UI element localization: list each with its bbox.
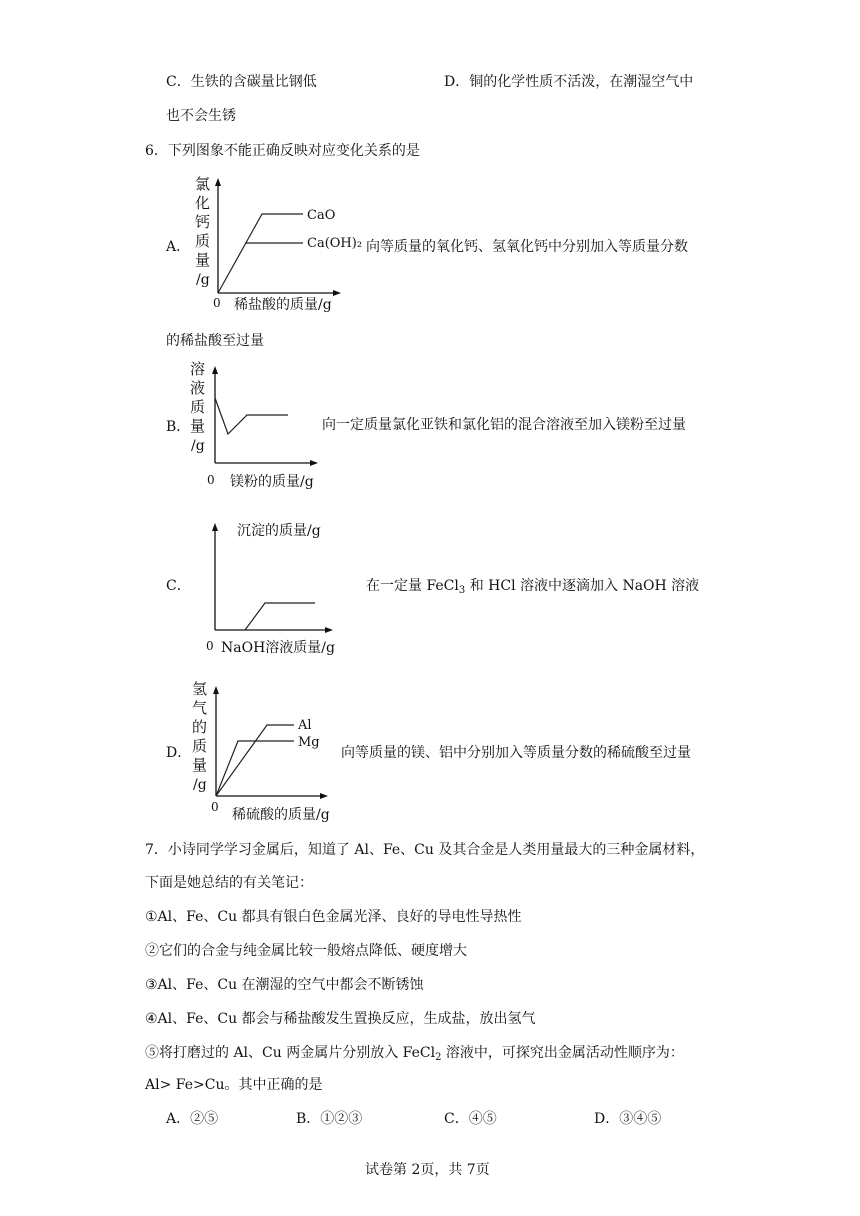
q6c-line bbox=[245, 603, 315, 630]
q6a-x-arrow bbox=[333, 290, 341, 296]
q7-item-5-continued: Al> Fe>Cu。其中正确的是 bbox=[145, 1077, 323, 1093]
q7-item-1: ①Al、Fe、Cu 都具有银白色金属光泽、良好的导电性导热性 bbox=[145, 909, 522, 925]
q6d-series-mg: Mg bbox=[298, 735, 320, 750]
q6d-origin: 0 bbox=[211, 800, 219, 814]
q6b-y-arrow bbox=[212, 366, 218, 374]
q6d-line-mg bbox=[216, 741, 294, 796]
q6d-series-al: Al bbox=[298, 718, 312, 733]
q6c-ylabel: 沉淀的质量/g bbox=[237, 523, 321, 539]
q7-option-d: D．③④⑤ bbox=[594, 1111, 662, 1127]
q6c-desc-post: 和 HCl 溶液中逐滴加入 NaOH 溶液 bbox=[465, 578, 700, 594]
q6-stem: 6．下列图象不能正确反映对应变化关系的是 bbox=[145, 143, 420, 159]
q6a-origin: 0 bbox=[213, 296, 221, 310]
q7-item-5 bbox=[145, 1044, 684, 1067]
q6a-series-cao: CaO bbox=[307, 208, 336, 223]
q6a-y-arrow bbox=[215, 178, 221, 186]
q6d-description: 向等质量的镁、铝中分别加入等质量分数的稀硫酸至过量 bbox=[341, 745, 691, 761]
q6c-desc-sub: 3 bbox=[458, 585, 466, 596]
q7-option-b: B．①②③ bbox=[296, 1111, 363, 1127]
q6d-ylabel-char: 的 bbox=[192, 718, 208, 736]
q6d-xlabel: 稀硫酸的质量/g bbox=[232, 807, 330, 823]
q6c-y-arrow bbox=[212, 523, 218, 531]
q7-item-2: ②它们的合金与纯金属比较一般熔点降低、硬度增大 bbox=[145, 943, 467, 959]
q5-option-d-continued: 也不会生锈 bbox=[166, 108, 236, 124]
q7-stem-continued: 下面是她总结的有关笔记： bbox=[145, 875, 313, 891]
q6b-origin: 0 bbox=[207, 473, 215, 487]
q6c-description bbox=[366, 577, 699, 600]
q6b-ylabel-char: 量 bbox=[190, 417, 206, 435]
q6b-xlabel: 镁粉的质量/g bbox=[230, 474, 314, 490]
page-footer: 试卷第 2页，共 7页 bbox=[365, 1162, 490, 1178]
q6a-series-caoh2: Ca(OH)₂ bbox=[307, 236, 363, 251]
q7-option-c: C．④⑤ bbox=[444, 1111, 497, 1127]
q6b-description: 向一定质量氯化亚铁和氯化铝的混合溶液至加入镁粉至过量 bbox=[322, 417, 686, 433]
q6a-graph bbox=[185, 175, 365, 315]
q5-option-c: C．生铁的含碳量比钢低 bbox=[166, 74, 317, 90]
q6d-yunit: /g bbox=[193, 777, 207, 793]
q6d-ylabel-char: 气 bbox=[192, 699, 208, 717]
q6c-graph bbox=[195, 515, 365, 660]
q6a-ylabel-char: 质 bbox=[195, 232, 211, 250]
q6c-origin: 0 bbox=[206, 639, 214, 653]
q6b-line bbox=[215, 398, 288, 434]
q6a-ylabel-char: 氯 bbox=[195, 175, 211, 193]
q6b-letter: B． bbox=[166, 419, 191, 435]
q6a-description-continued: 的稀盐酸至过量 bbox=[166, 333, 264, 349]
q7-item5-pre: ⑤将打磨过的 Al、Cu 两金属片分别放入 FeCl bbox=[145, 1045, 436, 1061]
q6d-letter: D． bbox=[166, 745, 192, 761]
q6a-yunit: /g bbox=[196, 272, 210, 288]
q6b-graph bbox=[185, 360, 335, 495]
q7-item5-sub: 2 bbox=[435, 1052, 442, 1063]
q6b-ylabel-char: 溶 bbox=[190, 360, 206, 378]
q6a-letter: A． bbox=[166, 239, 191, 255]
q7-item-4: ④Al、Fe、Cu 都会与稀盐酸发生置换反应，生成盐，放出氢气 bbox=[145, 1011, 536, 1027]
q6a-ylabel-char: 量 bbox=[195, 251, 211, 269]
q7-item-3: ③Al、Fe、Cu 在潮湿的空气中都会不断锈蚀 bbox=[145, 977, 424, 993]
q6b-yunit: /g bbox=[191, 438, 205, 454]
q6a-line-cao bbox=[218, 214, 303, 293]
q6c-letter: C． bbox=[166, 578, 191, 594]
q6d-graph bbox=[185, 678, 345, 828]
q7-item5-post: 溶液中，可探究出金属活动性顺序为： bbox=[441, 1045, 684, 1061]
q7-stem: 7．小诗同学学习金属后，知道了 Al、Fe、Cu 及其合金是人类用量最大的三种金属材料， bbox=[145, 842, 705, 858]
q6a-xlabel: 稀盐酸的质量/g bbox=[234, 297, 332, 313]
q6d-ylabel-char: 氢 bbox=[192, 680, 208, 698]
q6b-ylabel-char: 质 bbox=[190, 398, 206, 416]
q6c-desc-pre: 在一定量 FeCl bbox=[366, 578, 459, 594]
q6d-y-arrow bbox=[213, 686, 219, 694]
q6a-ylabel-char: 钙 bbox=[195, 213, 211, 231]
q6b-ylabel-char: 液 bbox=[190, 379, 206, 397]
q6d-ylabel-char: 质 bbox=[192, 737, 208, 755]
q6c-xlabel: NaOH溶液质量/g bbox=[221, 640, 335, 656]
q6d-ylabel-char: 量 bbox=[192, 756, 208, 774]
q6d-x-arrow bbox=[320, 793, 328, 799]
q6b-x-arrow bbox=[310, 460, 318, 466]
q7-option-a: A．②⑤ bbox=[166, 1111, 219, 1127]
q6c-x-arrow bbox=[325, 627, 333, 633]
q6d-line-al bbox=[216, 725, 294, 796]
q6a-description: 向等质量的氧化钙、氢氧化钙中分别加入等质量分数 bbox=[366, 239, 688, 255]
q5-option-d: D．铜的化学性质不活泼，在潮湿空气中 bbox=[444, 74, 694, 90]
q6a-ylabel-char: 化 bbox=[195, 194, 211, 212]
